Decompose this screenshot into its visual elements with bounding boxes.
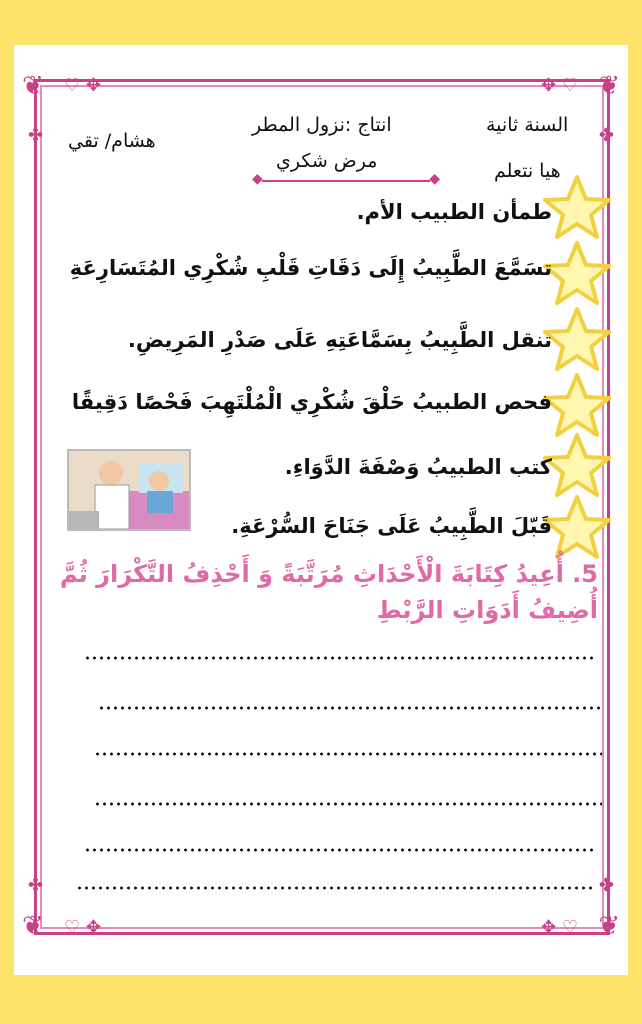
heart-ornament-icon: ✥ ♡ xyxy=(541,917,578,938)
answer-line[interactable] xyxy=(94,802,602,806)
sentence-6: قَبّلَ الطَّبِيبُ عَلَى جَنَاحَ السُّرْعَةِ. xyxy=(231,514,552,538)
production-title: انتاج :نزول المطر xyxy=(252,114,392,136)
star-icon xyxy=(542,372,612,438)
star-icon xyxy=(542,494,612,560)
corner-ornament-icon: ❦ xyxy=(22,71,44,101)
answer-line[interactable] xyxy=(76,886,596,890)
answer-line[interactable] xyxy=(98,706,604,710)
side-ornament-icon: ✤ xyxy=(28,125,44,146)
answer-line[interactable] xyxy=(94,752,602,756)
doctor-patient-illustration xyxy=(67,449,191,531)
corner-ornament-icon: ❦ xyxy=(598,911,620,941)
answer-line[interactable] xyxy=(84,656,594,660)
heart-ornament-icon: ✥ ♡ xyxy=(541,75,578,96)
book-name: هيا نتعلم xyxy=(494,160,561,182)
author-label: هشام/ تقي xyxy=(68,130,156,152)
header-divider xyxy=(262,180,430,182)
instruction-line-2: أُضِيفُ أَدَوَاتِ الرَّبْطِ xyxy=(376,596,598,624)
side-ornament-icon: ✤ xyxy=(28,875,44,896)
sentence-3: تنقل الطَّبِيبُ بِسَمَّاعَتِهِ عَلَى صَدْرِ المَرِيضِ. xyxy=(127,328,552,352)
grade-label: السنة ثانية xyxy=(486,114,569,136)
star-icon xyxy=(542,174,612,240)
side-ornament-icon: ✤ xyxy=(598,125,614,146)
lesson-title: مرض شكري xyxy=(276,150,378,172)
answer-line[interactable] xyxy=(84,848,596,852)
corner-ornament-icon: ❦ xyxy=(598,71,620,101)
sentence-2: تسَمَّعَ الطَّبِيبُ إِلَى دَقَاتِ قَلْبِ شُكْرِي المُتَسَارِعَةِ xyxy=(69,256,552,280)
corner-ornament-icon: ❦ xyxy=(22,911,44,941)
heart-ornament-icon: ♡ ✥ xyxy=(64,917,101,938)
instruction-line-1: 5. أُعِيدُ كِتَابَةَ الْأَحْدَاثِ مُرَتَّبَةً وَ أَحْذِفُ التَّكْرَارَ ثُمَّ xyxy=(59,560,598,588)
star-icon xyxy=(542,240,612,306)
star-icon xyxy=(542,306,612,372)
heart-ornament-icon: ♡ ✥ xyxy=(64,75,101,96)
star-icon xyxy=(542,432,612,498)
sentence-4: فحص الطبيبُ حَلْقَ شُكْرِي الْمُلْتَهِبَ فَحْصًا دَقِيقًا xyxy=(71,390,552,414)
side-ornament-icon: ✤ xyxy=(598,875,614,896)
sentence-5: كتب الطبيبُ وَصْفَةَ الدَّوَاءِ. xyxy=(284,455,552,479)
sentence-1: طمأن الطبيب الأم. xyxy=(356,200,552,224)
